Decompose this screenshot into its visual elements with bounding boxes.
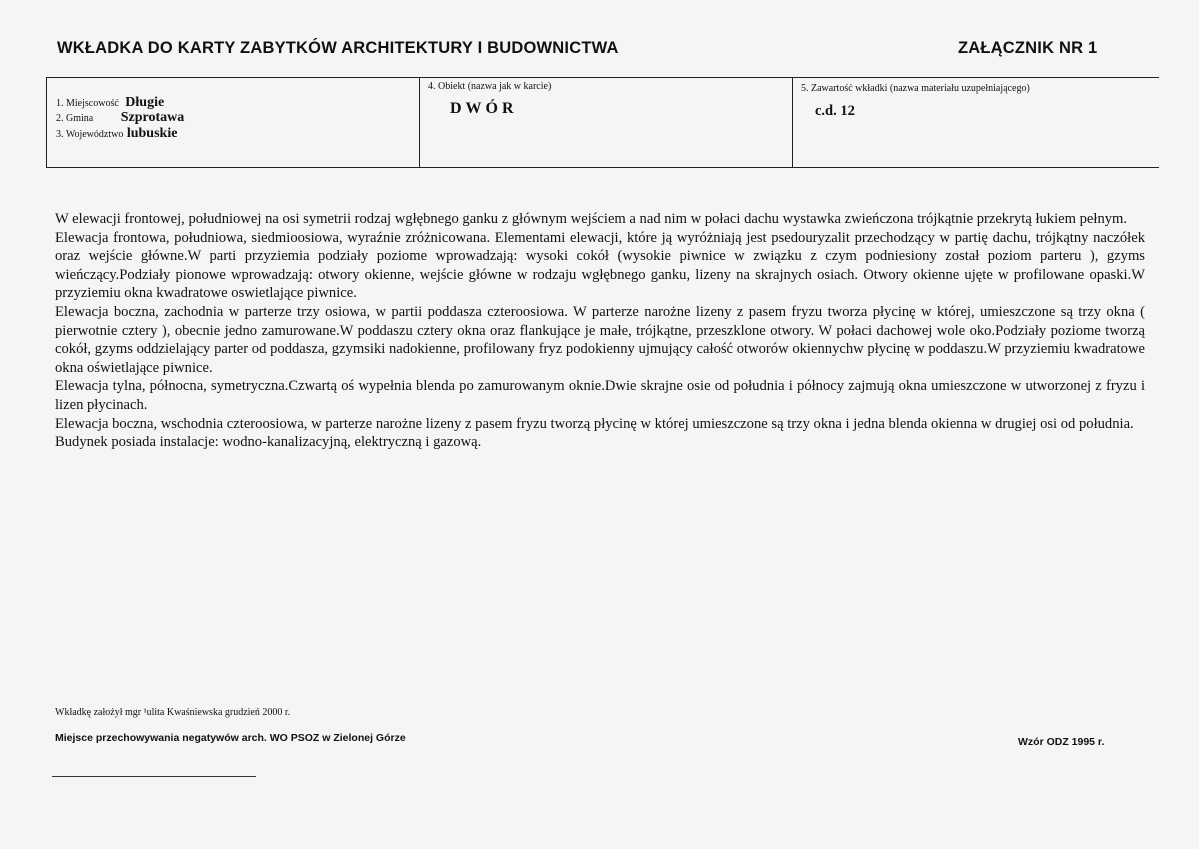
paragraph: Elewacja tylna, północna, symetryczna.Czwartą oś wypełnia blenda po zamurowanym oknie.Dwie skrajne osie od południa i północy zajmują okna umieszczone w utworzonej z fryzu i lizen płycinach. (55, 378, 1145, 413)
commune-value: Szprotawa (120, 110, 185, 125)
paragraph: Elewacja frontowa, południowa, siedmioosiowa, wyraźnie zróżnicowana. Elementami elewacji, które ją wyróżniają jest psedouryzalit przechodzący w partię dachu, trójkątny naczółek oraz wejście główne.W parti przyziemia podziały poziome wprowadzają: wysoki cokół (wysokie piwnice w związku z czym podniesiony został poziom parteru ), gzyms wieńczący.Podziały pionowe wprowadzają: otwory okienne, wejście główne w rodzaju wgłębnego ganku, lizeny na skrajnych osiach. Otwory okienne ujęte w profilowane opaski.W przyziemiu okna kwadratowe oswietlające piwnice. (55, 229, 1145, 302)
locality-row (56, 95, 164, 111)
locality-value: Długie (125, 95, 165, 110)
storage-note: Miejsce przechowywania negatywów arch. WO PSOZ w Zielonej Górze (55, 732, 406, 744)
author-note: Wkładkę założył mgr ¹ulita Kwaśniewska grudzień 2000 r. (55, 707, 291, 718)
table-divider (419, 77, 420, 168)
contents-label: 5. Zawartość wkładki (nazwa materiału uzupełniającego) (801, 83, 1030, 94)
contents-value: c.d. 12 (815, 103, 855, 119)
voivodeship-label: 3. Województwo (56, 129, 124, 140)
voivodeship-value: lubuskie (126, 126, 178, 141)
commune-row (56, 110, 184, 126)
locality-label: 1. Miejscowość (56, 98, 119, 109)
description-text (55, 210, 1145, 452)
voivodeship-row (56, 126, 177, 142)
form-model: Wzór ODZ 1995 r. (1018, 736, 1105, 748)
paragraph: Budynek posiada instalacje: wodno-kanalizacyjną, elektryczną i gazową. (55, 434, 482, 451)
object-value: DWÓR (450, 100, 518, 117)
document-title: WKŁADKA DO KARTY ZABYTKÓW ARCHITEKTURY I BUDOWNICTWA (57, 39, 619, 57)
paragraph: Elewacja boczna, zachodnia w parterze trzy osiowa, w partii poddasza czteroosiowa. W parterze narożne lizeny z pasem fryzu tworza płycinę w której, umieszczone są trzy okna ( pierwotnie cztery ), obecnie jedno zamurowane.W poddaszu cztery okna oraz flankujące je małe, trójkątne, przeszklone otwory. W połaci dachowej wole oko.Podziały poziome tworzą cokół, gzyms oddzielający parter od poddasza, gzymsiki nadokienne, profilowany fryz podokienny ujmujący całość otworów okiennychw płycinę w poddaszu.W przyziemiu kwadratowe okna oświetlające piwnice. (55, 303, 1145, 376)
table-divider (792, 77, 793, 168)
signature-line (52, 776, 256, 777)
commune-label: 2. Gmina (56, 113, 94, 124)
object-label: 4. Obiekt (nazwa jak w karcie) (428, 81, 552, 92)
attachment-number: ZAŁĄCZNIK NR 1 (958, 39, 1098, 57)
paragraph: Elewacja boczna, wschodnia czteroosiowa, w parterze narożne lizeny z pasem fryzu tworzą płycinę w której umieszczone są trzy okna i jedna blenda okienna w drugiej osi od południa. (55, 415, 1134, 432)
paragraph: W elewacji frontowej, południowej na osi symetrii rodzaj wgłębnego ganku z głównym wejściem a nad nim w połaci dachu wystawka zwieńczona trójkątnie przekrytą łukiem pełnym. (55, 211, 1128, 227)
